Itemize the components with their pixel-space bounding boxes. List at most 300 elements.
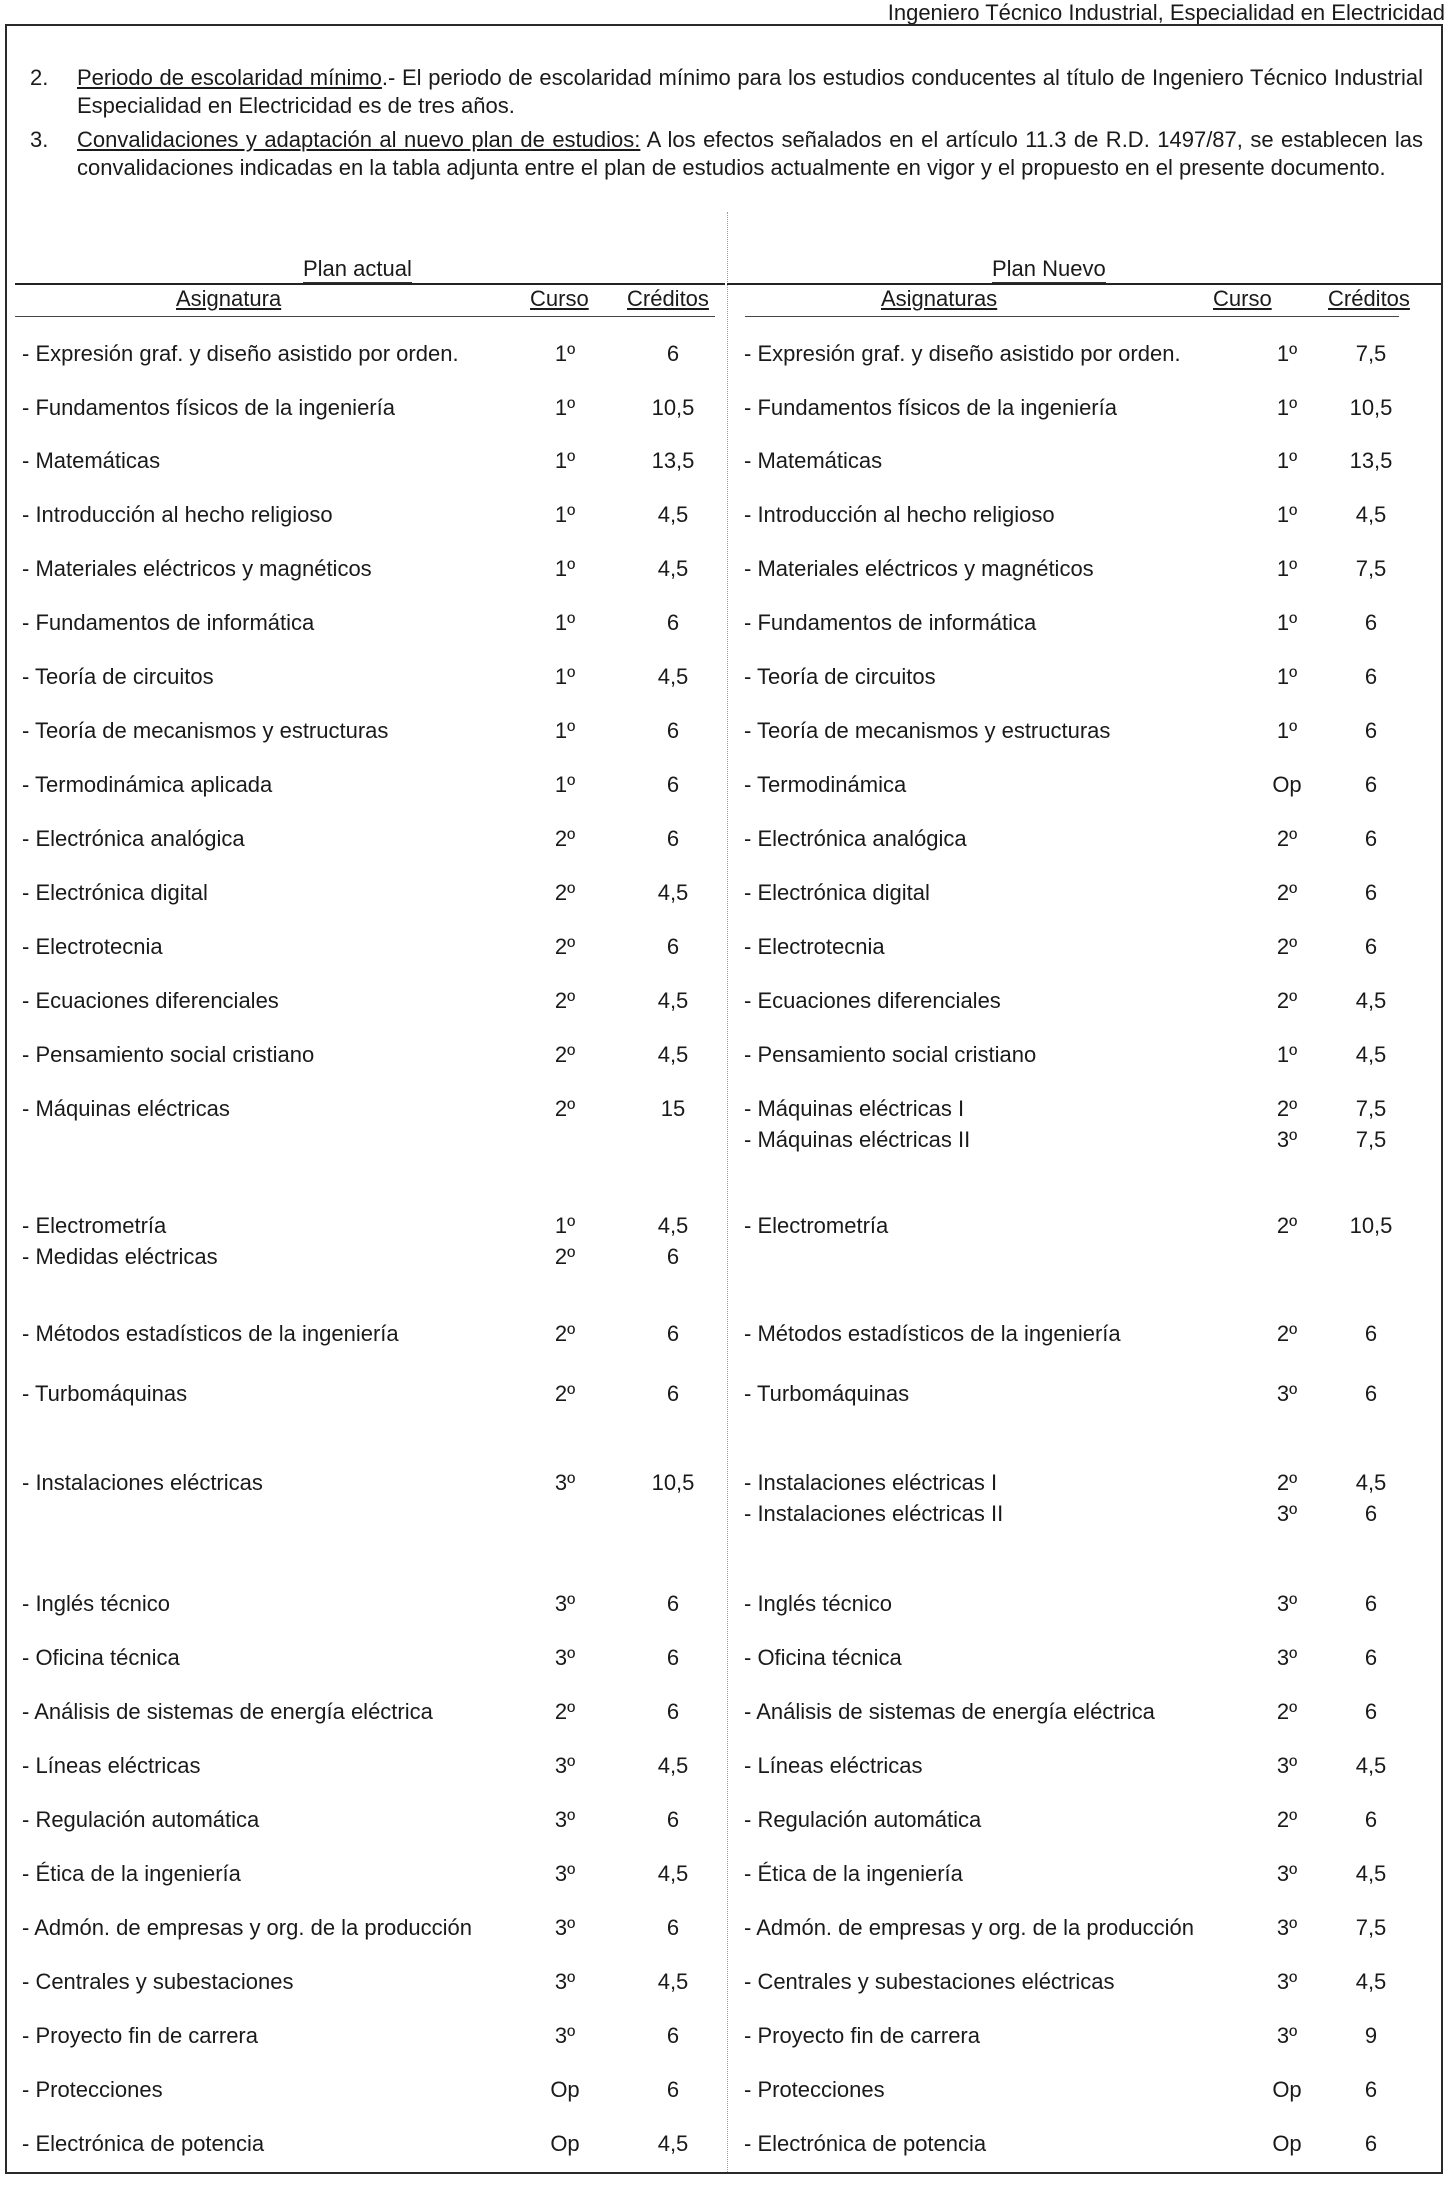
item-number: 3. bbox=[30, 127, 49, 152]
right-curso: 1º bbox=[1276, 556, 1298, 581]
left-curso-cell bbox=[525, 1093, 605, 1124]
left-creditos-cell bbox=[633, 1093, 713, 1124]
left-creditos: 10,5 bbox=[651, 395, 695, 420]
left-curso-cell bbox=[525, 499, 605, 530]
right-subject: - Electrotecnia bbox=[744, 934, 885, 959]
left-subject: - Admón. de empresas y org. de la producción bbox=[22, 1915, 473, 1940]
right-creditos: 7,5 bbox=[1355, 1915, 1387, 1940]
col-header-creditos: Créditos bbox=[1328, 286, 1410, 311]
right-creditos: 4,5 bbox=[1355, 1470, 1387, 1495]
right-subject-cell bbox=[744, 1210, 888, 1241]
right-subject: - Introducción al hecho religioso bbox=[744, 502, 1055, 527]
right-subject-cell bbox=[744, 985, 1001, 1016]
left-subject-cell bbox=[22, 445, 160, 476]
right-creditos: 7,5 bbox=[1355, 556, 1387, 581]
right-subject: - Protecciones bbox=[744, 2077, 885, 2102]
right-curso: 2º bbox=[1276, 1470, 1298, 1495]
left-subject-cell bbox=[22, 1858, 241, 1889]
right-curso-cell bbox=[1247, 823, 1327, 854]
left-subject-cell bbox=[22, 1467, 263, 1498]
right-subject: - Materiales eléctricos y magnéticos bbox=[744, 556, 1094, 581]
left-curso: 1º bbox=[554, 556, 576, 581]
right-subject-cell bbox=[744, 877, 930, 908]
left-creditos-cell bbox=[633, 553, 713, 584]
left-creditos: 6 bbox=[666, 2077, 680, 2102]
right-curso: 1º bbox=[1276, 341, 1298, 366]
right-curso: 2º bbox=[1276, 988, 1298, 1013]
right-creditos-cell bbox=[1331, 445, 1411, 476]
left-curso-cell bbox=[525, 1642, 605, 1673]
right-curso: 3º bbox=[1276, 1501, 1298, 1526]
left-creditos: 4,5 bbox=[657, 556, 689, 581]
right-creditos: 6 bbox=[1364, 2077, 1378, 2102]
right-subject-cell bbox=[744, 1642, 902, 1673]
right-creditos-cell bbox=[1331, 392, 1411, 423]
table-row bbox=[0, 1467, 1449, 1527]
table-row bbox=[0, 1378, 1449, 1438]
left-creditos: 6 bbox=[666, 1591, 680, 1616]
right-subject: - Matemáticas bbox=[744, 448, 883, 473]
left-creditos-cell bbox=[633, 931, 713, 962]
left-curso: 3º bbox=[554, 1969, 576, 1994]
left-creditos-cell bbox=[633, 2074, 713, 2105]
right-creditos-cell bbox=[1331, 2128, 1411, 2159]
right-creditos-cell bbox=[1331, 985, 1411, 1016]
right-curso-cell bbox=[1247, 2128, 1327, 2159]
right-curso-cell bbox=[1247, 499, 1327, 530]
left-creditos-cell bbox=[633, 1378, 713, 1409]
left-creditos: 6 bbox=[666, 1807, 680, 1832]
right-curso-cell bbox=[1247, 769, 1327, 800]
left-curso-cell bbox=[525, 2074, 605, 2105]
right-curso-cell bbox=[1247, 1588, 1327, 1619]
right-creditos: 10,5 bbox=[1349, 395, 1393, 420]
left-subject-cell bbox=[22, 2128, 264, 2159]
header-rule-right bbox=[727, 283, 1441, 285]
table-row bbox=[0, 1750, 1449, 1810]
left-creditos-cell bbox=[633, 445, 713, 476]
left-subject-cell bbox=[22, 1750, 201, 1781]
right-curso-cell bbox=[1247, 1378, 1327, 1409]
right-subject: - Oficina técnica bbox=[744, 1645, 902, 1670]
right-subject-cell bbox=[744, 661, 936, 692]
left-creditos-cell bbox=[633, 715, 713, 746]
right-creditos-cell bbox=[1331, 1039, 1411, 1070]
table-row bbox=[0, 931, 1449, 991]
left-creditos: 4,5 bbox=[657, 2131, 689, 2156]
table-row bbox=[0, 1093, 1449, 1153]
right-curso-cell bbox=[1247, 1642, 1327, 1673]
left-subject-cell bbox=[22, 1039, 314, 1070]
left-subject: - Pensamiento social cristiano bbox=[22, 1042, 315, 1067]
left-subject-cell bbox=[22, 661, 214, 692]
left-curso-cell bbox=[525, 445, 605, 476]
right-creditos: 6 bbox=[1364, 1591, 1378, 1616]
right-creditos-cell bbox=[1331, 769, 1411, 800]
right-creditos: 6 bbox=[1364, 880, 1378, 905]
left-curso: 3º bbox=[554, 1645, 576, 1670]
left-subject-cell bbox=[22, 607, 314, 638]
left-creditos: 4,5 bbox=[657, 1753, 689, 1778]
right-curso-cell bbox=[1247, 553, 1327, 584]
right-subject-cell bbox=[744, 1858, 963, 1889]
right-curso-cell bbox=[1247, 1912, 1327, 1943]
left-curso: 3º bbox=[554, 1591, 576, 1616]
left-creditos: 6 bbox=[666, 1321, 680, 1346]
left-creditos: 4,5 bbox=[657, 1969, 689, 1994]
left-subject: - Electrometría bbox=[22, 1213, 167, 1238]
col-header-asignatura: Asignatura bbox=[176, 286, 282, 311]
right-curso-cell bbox=[1247, 1966, 1327, 1997]
table-row bbox=[0, 769, 1449, 829]
left-subject: - Inglés técnico bbox=[22, 1591, 170, 1616]
right-subject: - Centrales y subestaciones eléctricas bbox=[744, 1969, 1115, 1994]
right-creditos: 7,5 bbox=[1355, 1127, 1387, 1152]
right-curso-cell bbox=[1247, 1804, 1327, 1835]
left-curso-cell bbox=[525, 1858, 605, 1889]
right-creditos: 4,5 bbox=[1355, 1753, 1387, 1778]
left-subject: - Máquinas eléctricas bbox=[22, 1096, 230, 1121]
table-row bbox=[0, 1966, 1449, 2026]
left-curso-cell bbox=[525, 1750, 605, 1781]
left-curso: 3º bbox=[554, 1915, 576, 1940]
right-creditos: 4,5 bbox=[1355, 1042, 1387, 1067]
left-creditos: 6 bbox=[666, 1699, 680, 1724]
right-curso: 2º bbox=[1276, 826, 1298, 851]
right-curso: 2º bbox=[1276, 1213, 1298, 1238]
left-subject: - Electrónica analógica bbox=[22, 826, 245, 851]
left-curso: 3º bbox=[554, 2023, 576, 2048]
left-curso: 2º bbox=[554, 1244, 576, 1269]
left-subject-cell bbox=[22, 1210, 218, 1272]
left-subject-cell bbox=[22, 1588, 170, 1619]
left-curso: 2º bbox=[554, 1096, 576, 1121]
right-subject: - Admón. de empresas y org. de la producción bbox=[744, 1915, 1195, 1940]
left-subject: - Expresión graf. y diseño asistido por orden. bbox=[22, 341, 459, 366]
right-subject: - Ecuaciones diferenciales bbox=[744, 988, 1001, 1013]
left-curso-cell bbox=[525, 985, 605, 1016]
left-creditos-cell bbox=[633, 2020, 713, 2051]
table-row bbox=[0, 499, 1449, 559]
right-creditos: 10,5 bbox=[1349, 1213, 1393, 1238]
left-curso-cell bbox=[525, 931, 605, 962]
right-creditos-cell bbox=[1331, 1210, 1411, 1241]
left-curso-cell bbox=[525, 1912, 605, 1943]
left-creditos-cell bbox=[633, 1750, 713, 1781]
right-creditos-cell bbox=[1331, 661, 1411, 692]
right-subject: - Instalaciones eléctricas I bbox=[744, 1470, 998, 1495]
right-creditos-cell bbox=[1331, 1318, 1411, 1349]
right-creditos-cell bbox=[1331, 1378, 1411, 1409]
left-subject: - Fundamentos físicos de la ingeniería bbox=[22, 395, 395, 420]
left-creditos-cell bbox=[633, 499, 713, 530]
left-subject: - Proyecto fin de carrera bbox=[22, 2023, 258, 2048]
right-subject: - Líneas eléctricas bbox=[744, 1753, 923, 1778]
right-curso: 3º bbox=[1276, 1861, 1298, 1886]
left-creditos: 6 bbox=[666, 826, 680, 851]
table-row bbox=[0, 1588, 1449, 1648]
left-subject-cell bbox=[22, 823, 245, 854]
right-creditos: 6 bbox=[1364, 1807, 1378, 1832]
right-creditos: 7,5 bbox=[1355, 341, 1387, 366]
right-creditos: 6 bbox=[1364, 1699, 1378, 1724]
right-subject-cell bbox=[744, 553, 1094, 584]
left-curso: 3º bbox=[554, 1470, 576, 1495]
right-creditos-cell bbox=[1331, 1696, 1411, 1727]
left-subject: - Fundamentos de informática bbox=[22, 610, 315, 635]
right-creditos: 6 bbox=[1364, 610, 1378, 635]
left-creditos: 4,5 bbox=[657, 1042, 689, 1067]
table-row bbox=[0, 1039, 1449, 1099]
right-creditos-cell bbox=[1331, 2020, 1411, 2051]
table-row bbox=[0, 877, 1449, 937]
right-creditos-cell bbox=[1331, 1642, 1411, 1673]
right-subject-cell bbox=[744, 392, 1117, 423]
right-subject-cell bbox=[744, 1588, 892, 1619]
left-curso: 2º bbox=[554, 1381, 576, 1406]
left-subject: - Teoría de circuitos bbox=[22, 664, 214, 689]
left-creditos-cell bbox=[633, 338, 713, 369]
left-curso: 2º bbox=[554, 1699, 576, 1724]
right-creditos: 6 bbox=[1364, 2131, 1378, 2156]
left-curso: 1º bbox=[554, 610, 576, 635]
right-creditos: 6 bbox=[1364, 772, 1378, 797]
left-subject: - Termodinámica aplicada bbox=[22, 772, 273, 797]
right-creditos: 6 bbox=[1364, 1381, 1378, 1406]
left-subject-cell bbox=[22, 553, 372, 584]
right-subject-cell bbox=[744, 499, 1055, 530]
col-header-asignaturas: Asignaturas bbox=[881, 286, 998, 311]
right-curso-cell bbox=[1247, 1696, 1327, 1727]
right-curso: Op bbox=[1272, 772, 1302, 797]
right-curso: 1º bbox=[1276, 448, 1298, 473]
left-curso: 1º bbox=[554, 772, 576, 797]
right-curso-cell bbox=[1247, 2074, 1327, 2105]
right-creditos-cell bbox=[1331, 1966, 1411, 1997]
right-curso: 3º bbox=[1276, 1753, 1298, 1778]
left-creditos: 6 bbox=[666, 1381, 680, 1406]
item-text: A los efectos señalados en el artículo 11.3 de R.D. 1497/87, se establecen las convalidaciones indicadas en la tabla adjunta entre el plan de estudios actualmente en vigor y el propuesto en el presente documento. bbox=[77, 127, 1423, 180]
left-creditos-cell bbox=[633, 661, 713, 692]
item-3 bbox=[30, 126, 1423, 182]
left-creditos-cell bbox=[633, 1642, 713, 1673]
left-curso-cell bbox=[525, 1378, 605, 1409]
right-curso-cell bbox=[1247, 661, 1327, 692]
left-creditos: 6 bbox=[666, 934, 680, 959]
right-curso-cell bbox=[1247, 607, 1327, 638]
left-subject-cell bbox=[22, 1642, 180, 1673]
item-number: 2. bbox=[30, 65, 49, 90]
left-creditos-cell bbox=[633, 1912, 713, 1943]
right-creditos-cell bbox=[1331, 877, 1411, 908]
right-subject: - Teoría de mecanismos y estructuras bbox=[744, 718, 1111, 743]
left-creditos-cell bbox=[633, 985, 713, 1016]
right-curso-cell bbox=[1247, 985, 1327, 1016]
right-subject: - Electrometría bbox=[744, 1213, 889, 1238]
left-curso: 3º bbox=[554, 1753, 576, 1778]
left-subject: - Medidas eléctricas bbox=[22, 1244, 218, 1269]
right-curso-cell bbox=[1247, 1750, 1327, 1781]
left-curso: 1º bbox=[554, 1213, 576, 1238]
left-curso: 2º bbox=[554, 934, 576, 959]
right-subject-cell bbox=[744, 1467, 1003, 1529]
right-subject: - Inglés técnico bbox=[744, 1591, 892, 1616]
left-curso: 1º bbox=[554, 718, 576, 743]
left-creditos-cell bbox=[633, 1588, 713, 1619]
left-creditos-cell bbox=[633, 607, 713, 638]
table-row bbox=[0, 1804, 1449, 1864]
table-row bbox=[0, 1858, 1449, 1918]
right-creditos: 4,5 bbox=[1355, 502, 1387, 527]
left-creditos-cell bbox=[633, 1467, 713, 1498]
right-creditos: 6 bbox=[1364, 1645, 1378, 1670]
right-subject: - Máquinas eléctricas I bbox=[744, 1096, 965, 1121]
left-curso: 1º bbox=[554, 664, 576, 689]
left-creditos: 4,5 bbox=[657, 664, 689, 689]
left-curso-cell bbox=[525, 2020, 605, 2051]
table-row bbox=[0, 823, 1449, 883]
left-subject-cell bbox=[22, 1378, 187, 1409]
left-curso-cell bbox=[525, 661, 605, 692]
right-subject: - Ética de la ingeniería bbox=[744, 1861, 963, 1886]
right-creditos-cell bbox=[1331, 931, 1411, 962]
right-creditos: 6 bbox=[1364, 1321, 1378, 1346]
right-subject-cell bbox=[744, 1912, 1194, 1943]
left-curso: Op bbox=[550, 2131, 580, 2156]
right-subject: - Fundamentos de informática bbox=[744, 610, 1037, 635]
left-subject-cell bbox=[22, 392, 395, 423]
right-creditos: 6 bbox=[1364, 664, 1378, 689]
left-creditos-cell bbox=[633, 1858, 713, 1889]
left-subject-cell bbox=[22, 1093, 230, 1124]
left-subject: - Matemáticas bbox=[22, 448, 161, 473]
right-subject: - Turbomáquinas bbox=[744, 1381, 910, 1406]
right-curso: 2º bbox=[1276, 880, 1298, 905]
left-subject: - Teoría de mecanismos y estructuras bbox=[22, 718, 389, 743]
left-curso-cell bbox=[525, 392, 605, 423]
right-subject-cell bbox=[744, 445, 882, 476]
right-curso: 1º bbox=[1276, 664, 1298, 689]
right-curso-cell bbox=[1247, 1093, 1327, 1155]
right-curso-cell bbox=[1247, 1318, 1327, 1349]
left-curso-cell bbox=[525, 1210, 605, 1272]
left-curso: Op bbox=[550, 2077, 580, 2102]
right-subject: - Teoría de circuitos bbox=[744, 664, 936, 689]
left-subject-cell bbox=[22, 1966, 293, 1997]
left-curso-cell bbox=[525, 1318, 605, 1349]
right-subject: - Proyecto fin de carrera bbox=[744, 2023, 980, 2048]
left-subject: - Centrales y subestaciones bbox=[22, 1969, 294, 1994]
right-curso: 1º bbox=[1276, 502, 1298, 527]
left-creditos: 6 bbox=[666, 2023, 680, 2048]
right-subject: - Máquinas eléctricas II bbox=[744, 1127, 971, 1152]
right-subject: - Fundamentos físicos de la ingeniería bbox=[744, 395, 1117, 420]
left-creditos: 6 bbox=[666, 718, 680, 743]
left-creditos: 4,5 bbox=[657, 1213, 689, 1238]
right-curso: 3º bbox=[1276, 1969, 1298, 1994]
left-subject-cell bbox=[22, 931, 163, 962]
left-subject: - Ecuaciones diferenciales bbox=[22, 988, 279, 1013]
right-curso-cell bbox=[1247, 1858, 1327, 1889]
item-heading: Periodo de escolaridad mínimo bbox=[77, 65, 382, 90]
right-creditos-cell bbox=[1331, 1093, 1411, 1155]
right-curso: 1º bbox=[1276, 395, 1298, 420]
left-curso-cell bbox=[525, 338, 605, 369]
right-creditos: 6 bbox=[1364, 1501, 1378, 1526]
left-creditos: 6 bbox=[666, 772, 680, 797]
left-subject-cell bbox=[22, 877, 208, 908]
left-curso: 2º bbox=[554, 1321, 576, 1346]
left-creditos-cell bbox=[633, 392, 713, 423]
left-subject: - Materiales eléctricos y magnéticos bbox=[22, 556, 372, 581]
right-creditos-cell bbox=[1331, 607, 1411, 638]
left-subject: - Instalaciones eléctricas bbox=[22, 1470, 263, 1495]
table-row bbox=[0, 392, 1449, 452]
right-creditos-cell bbox=[1331, 338, 1411, 369]
left-creditos: 4,5 bbox=[657, 502, 689, 527]
right-subject: - Análisis de sistemas de energía eléctrica bbox=[744, 1699, 1155, 1724]
left-subject-cell bbox=[22, 1804, 259, 1835]
left-subject-cell bbox=[22, 338, 459, 369]
right-creditos-cell bbox=[1331, 1467, 1411, 1529]
table-row bbox=[0, 338, 1449, 398]
table-row bbox=[0, 607, 1449, 667]
right-curso-cell bbox=[1247, 877, 1327, 908]
right-curso-cell bbox=[1247, 2020, 1327, 2051]
right-subject-cell bbox=[744, 1696, 1155, 1727]
right-subject: - Electrónica digital bbox=[744, 880, 930, 905]
left-creditos: 4,5 bbox=[657, 1861, 689, 1886]
right-creditos-cell bbox=[1331, 1858, 1411, 1889]
left-curso-cell bbox=[525, 877, 605, 908]
left-subject-cell bbox=[22, 2020, 258, 2051]
right-creditos-cell bbox=[1331, 1750, 1411, 1781]
left-curso-cell bbox=[525, 1467, 605, 1498]
right-curso-cell bbox=[1247, 1039, 1327, 1070]
col-header-curso: Curso bbox=[1213, 286, 1272, 311]
right-subject: - Termodinámica bbox=[744, 772, 907, 797]
right-curso: Op bbox=[1272, 2077, 1302, 2102]
right-creditos: 13,5 bbox=[1349, 448, 1393, 473]
item-2 bbox=[30, 64, 1423, 120]
table-row bbox=[0, 715, 1449, 775]
left-curso: 3º bbox=[554, 1861, 576, 1886]
left-subject: - Métodos estadísticos de la ingeniería bbox=[22, 1321, 399, 1346]
left-subject-cell bbox=[22, 1318, 399, 1349]
left-curso: 1º bbox=[554, 341, 576, 366]
right-creditos-cell bbox=[1331, 1912, 1411, 1943]
left-subject: - Oficina técnica bbox=[22, 1645, 180, 1670]
left-curso: 2º bbox=[554, 880, 576, 905]
table-row bbox=[0, 1696, 1449, 1756]
right-subject-cell bbox=[744, 769, 906, 800]
right-curso: 2º bbox=[1276, 1807, 1298, 1832]
right-subject: - Expresión graf. y diseño asistido por orden. bbox=[744, 341, 1181, 366]
right-subject-cell bbox=[744, 2020, 980, 2051]
table-row bbox=[0, 2020, 1449, 2080]
right-subject-cell bbox=[744, 715, 1110, 746]
left-creditos: 6 bbox=[666, 341, 680, 366]
right-creditos: 4,5 bbox=[1355, 1861, 1387, 1886]
left-creditos: 10,5 bbox=[651, 1470, 695, 1495]
subheader-rule-left bbox=[15, 316, 715, 317]
right-subject: - Pensamiento social cristiano bbox=[744, 1042, 1037, 1067]
left-curso: 2º bbox=[554, 826, 576, 851]
left-curso: 2º bbox=[554, 1042, 576, 1067]
left-subject: - Introducción al hecho religioso bbox=[22, 502, 333, 527]
left-curso-cell bbox=[525, 1039, 605, 1070]
right-curso: 1º bbox=[1276, 718, 1298, 743]
